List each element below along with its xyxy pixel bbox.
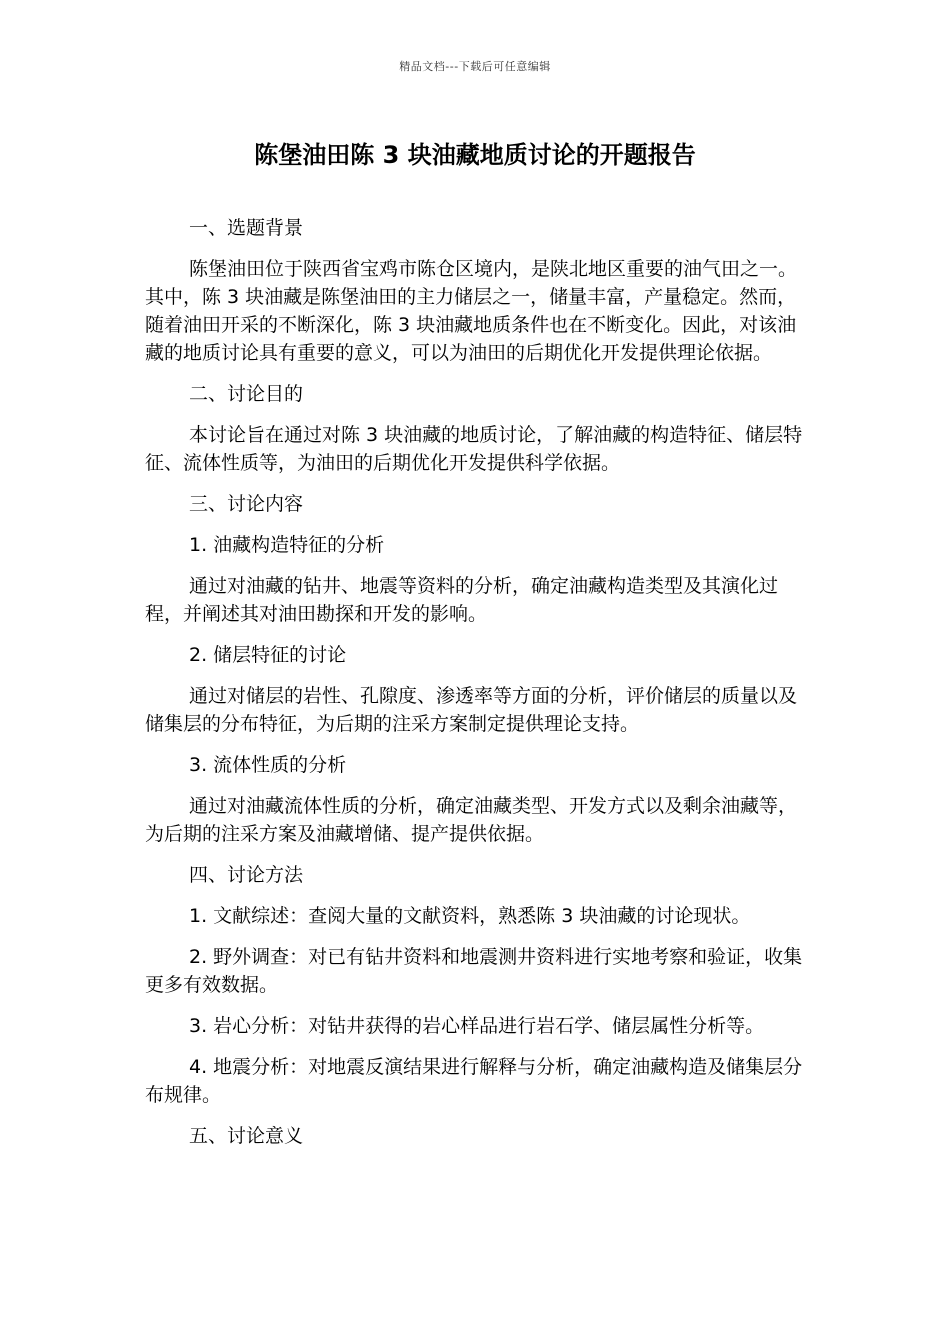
section-heading-significance: 五、讨论意义 (189, 1125, 304, 1147)
section-heading-methods: 四、讨论方法 (189, 864, 304, 886)
paragraph-fluid: 通过对油藏流体性质的分析，确定油藏类型、开发方式以及剩余油藏等，为后期的注采方案及油藏增储、提产提供依据。 (145, 795, 798, 845)
paragraph-structure: 通过对油藏的钻井、地震等资料的分析，确定油藏构造类型及其演化过程，并阐述其对油田勘探和开发的影响。 (145, 575, 779, 625)
subheading-structure: 1. 油藏构造特征的分析 (189, 534, 385, 556)
method-literature: 1. 文献综述：查阅大量的文献资料，熟悉陈 3 块油藏的讨论现状。 (189, 905, 751, 927)
paragraph-purpose: 本讨论旨在通过对陈 3 块油藏的地质讨论，了解油藏的构造特征、储层特征、流体性质等，为油田的后期优化开发提供科学依据。 (145, 424, 803, 474)
section-heading-background: 一、选题背景 (189, 217, 304, 239)
document-title: 陈堡油田陈 3 块油藏地质讨论的开题报告 (254, 141, 696, 169)
subheading-fluid: 3. 流体性质的分析 (189, 754, 347, 776)
method-seismic-analysis: 4. 地震分析：对地震反演结果进行解释与分析，确定油藏构造及储集层分布规律。 (145, 1056, 803, 1106)
header-note: 精品文档---下载后可任意编辑 (399, 60, 551, 73)
method-field-survey: 2. 野外调查：对已有钻井资料和地震测井资料进行实地考察和验证，收集更多有效数据。 (145, 946, 803, 996)
subheading-reservoir: 2. 储层特征的讨论 (189, 644, 347, 666)
paragraph-reservoir: 通过对储层的岩性、孔隙度、渗透率等方面的分析，评价储层的质量以及储集层的分布特征，为后期的注采方案制定提供理论支持。 (145, 685, 798, 735)
section-heading-content: 三、讨论内容 (189, 493, 304, 515)
document-body (145, 214, 805, 1163)
method-core-analysis: 3. 岩心分析：对钻井获得的岩心样品进行岩石学、储层属性分析等。 (189, 1015, 765, 1037)
section-heading-purpose: 二、讨论目的 (189, 383, 304, 405)
paragraph-background: 陈堡油田位于陕西省宝鸡市陈仓区境内，是陕北地区重要的油气田之一。其中，陈 3 块油藏是陈堡油田的主力储层之一，储量丰富，产量稳定。然而，随着油田开采的不断深化，陈 3 块油藏地质条件也在不断变化。因此，对该油藏的地质讨论具有重要的意义，可以为油田的后期优化开发提供理论依据。 (145, 258, 798, 364)
